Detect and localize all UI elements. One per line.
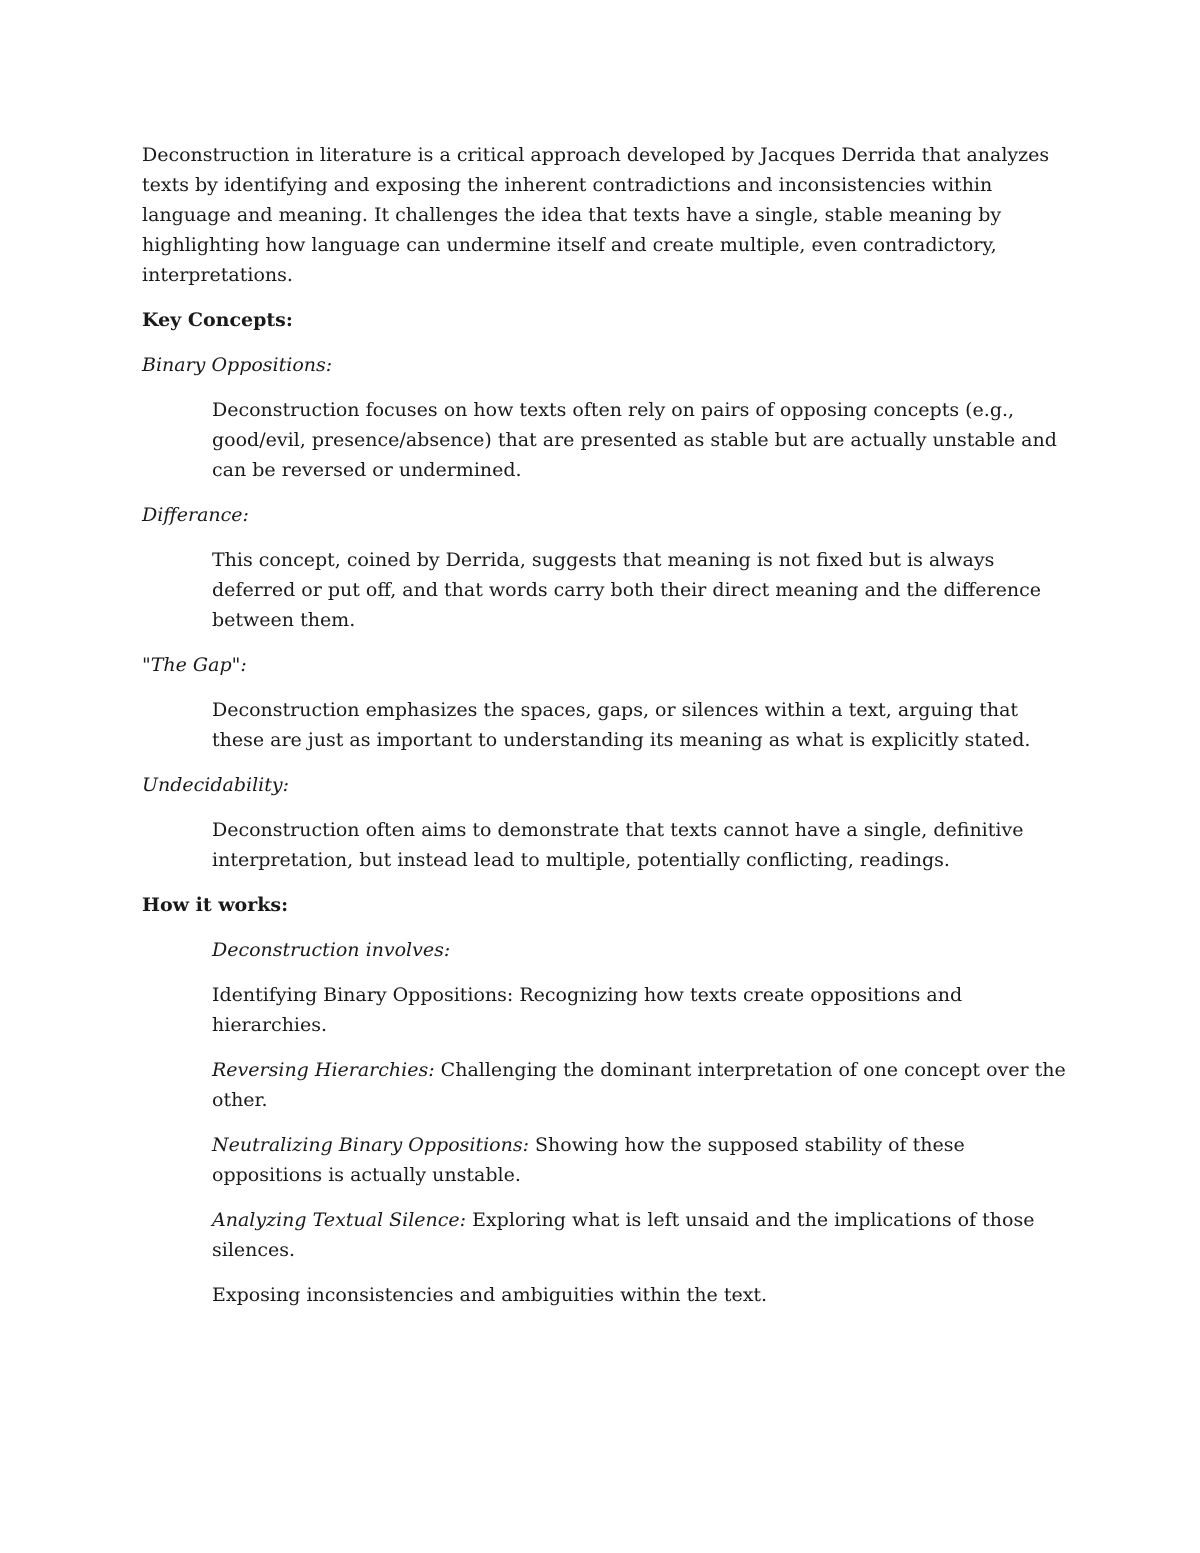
document-page [142, 140, 1072, 1325]
concept-description-the-gap: Deconstruction emphasizes the spaces, gaps, or silences within a text, arguing that these are just as important to understanding its meaning as what is explicitly stated. [212, 699, 1031, 751]
step-identifying-binary-oppositions [212, 980, 1072, 1040]
intro-paragraph: Deconstruction in literature is a critical approach developed by Jacques Derrida that analyzes texts by identifying and exposing the inherent contradictions and inconsistencies within language and meaning. It challenges the idea that texts have a single, stable meaning by highlighting how language can undermine itself and create multiple, even contradictory, interpretations. [142, 144, 1050, 286]
step-reversing-hierarchies [212, 1055, 1072, 1115]
concept-description-undecidability: Deconstruction often aims to demonstrate that texts cannot have a single, definitive interpretation, but instead lead to multiple, potentially conflicting, readings. [212, 819, 1024, 871]
concept-description-differance: This concept, coined by Derrida, suggests that meaning is not fixed but is always deferred or put off, and that words carry both their direct meaning and the difference between them. [212, 549, 1041, 631]
step-neutralizing-binary-oppositions [212, 1130, 1072, 1190]
step-text: Exploring what is left unsaid and the implications of those silences. [212, 1209, 1035, 1261]
step-exposing-inconsistencies [212, 1280, 1072, 1310]
step-analyzing-textual-silence [212, 1205, 1072, 1265]
concept-term-the-gap: "The Gap": [142, 654, 247, 676]
concept-description-binary-oppositions: Deconstruction focuses on how texts often rely on pairs of opposing concepts (e.g., good/evil, presence/absence) that are presented as stable but are actually unstable and can be reversed or undermined. [212, 399, 1057, 481]
step-text: Showing how the supposed stability of these oppositions is actually unstable. [212, 1134, 965, 1186]
concept-term-undecidability: Undecidability: [142, 774, 290, 796]
step-label: Reversing Hierarchies: [212, 1059, 435, 1081]
key-concepts-heading: Key Concepts: [142, 309, 293, 331]
step-label: Neutralizing Binary Oppositions: [212, 1134, 529, 1156]
concept-term-binary-oppositions: Binary Oppositions: [142, 354, 333, 376]
step-text: Exposing inconsistencies and ambiguities within the text. [212, 1284, 768, 1306]
step-text: Identifying Binary Oppositions: Recognizing how texts create oppositions and hierarchies. [212, 984, 963, 1036]
how-it-works-heading: How it works: [142, 894, 289, 916]
step-label: Analyzing Textual Silence: [212, 1209, 467, 1231]
concept-term-differance: Differance: [142, 504, 249, 526]
step-text: Challenging the dominant interpretation of one concept over the other. [212, 1059, 1066, 1111]
how-it-works-subheading: Deconstruction involves: [212, 939, 451, 961]
